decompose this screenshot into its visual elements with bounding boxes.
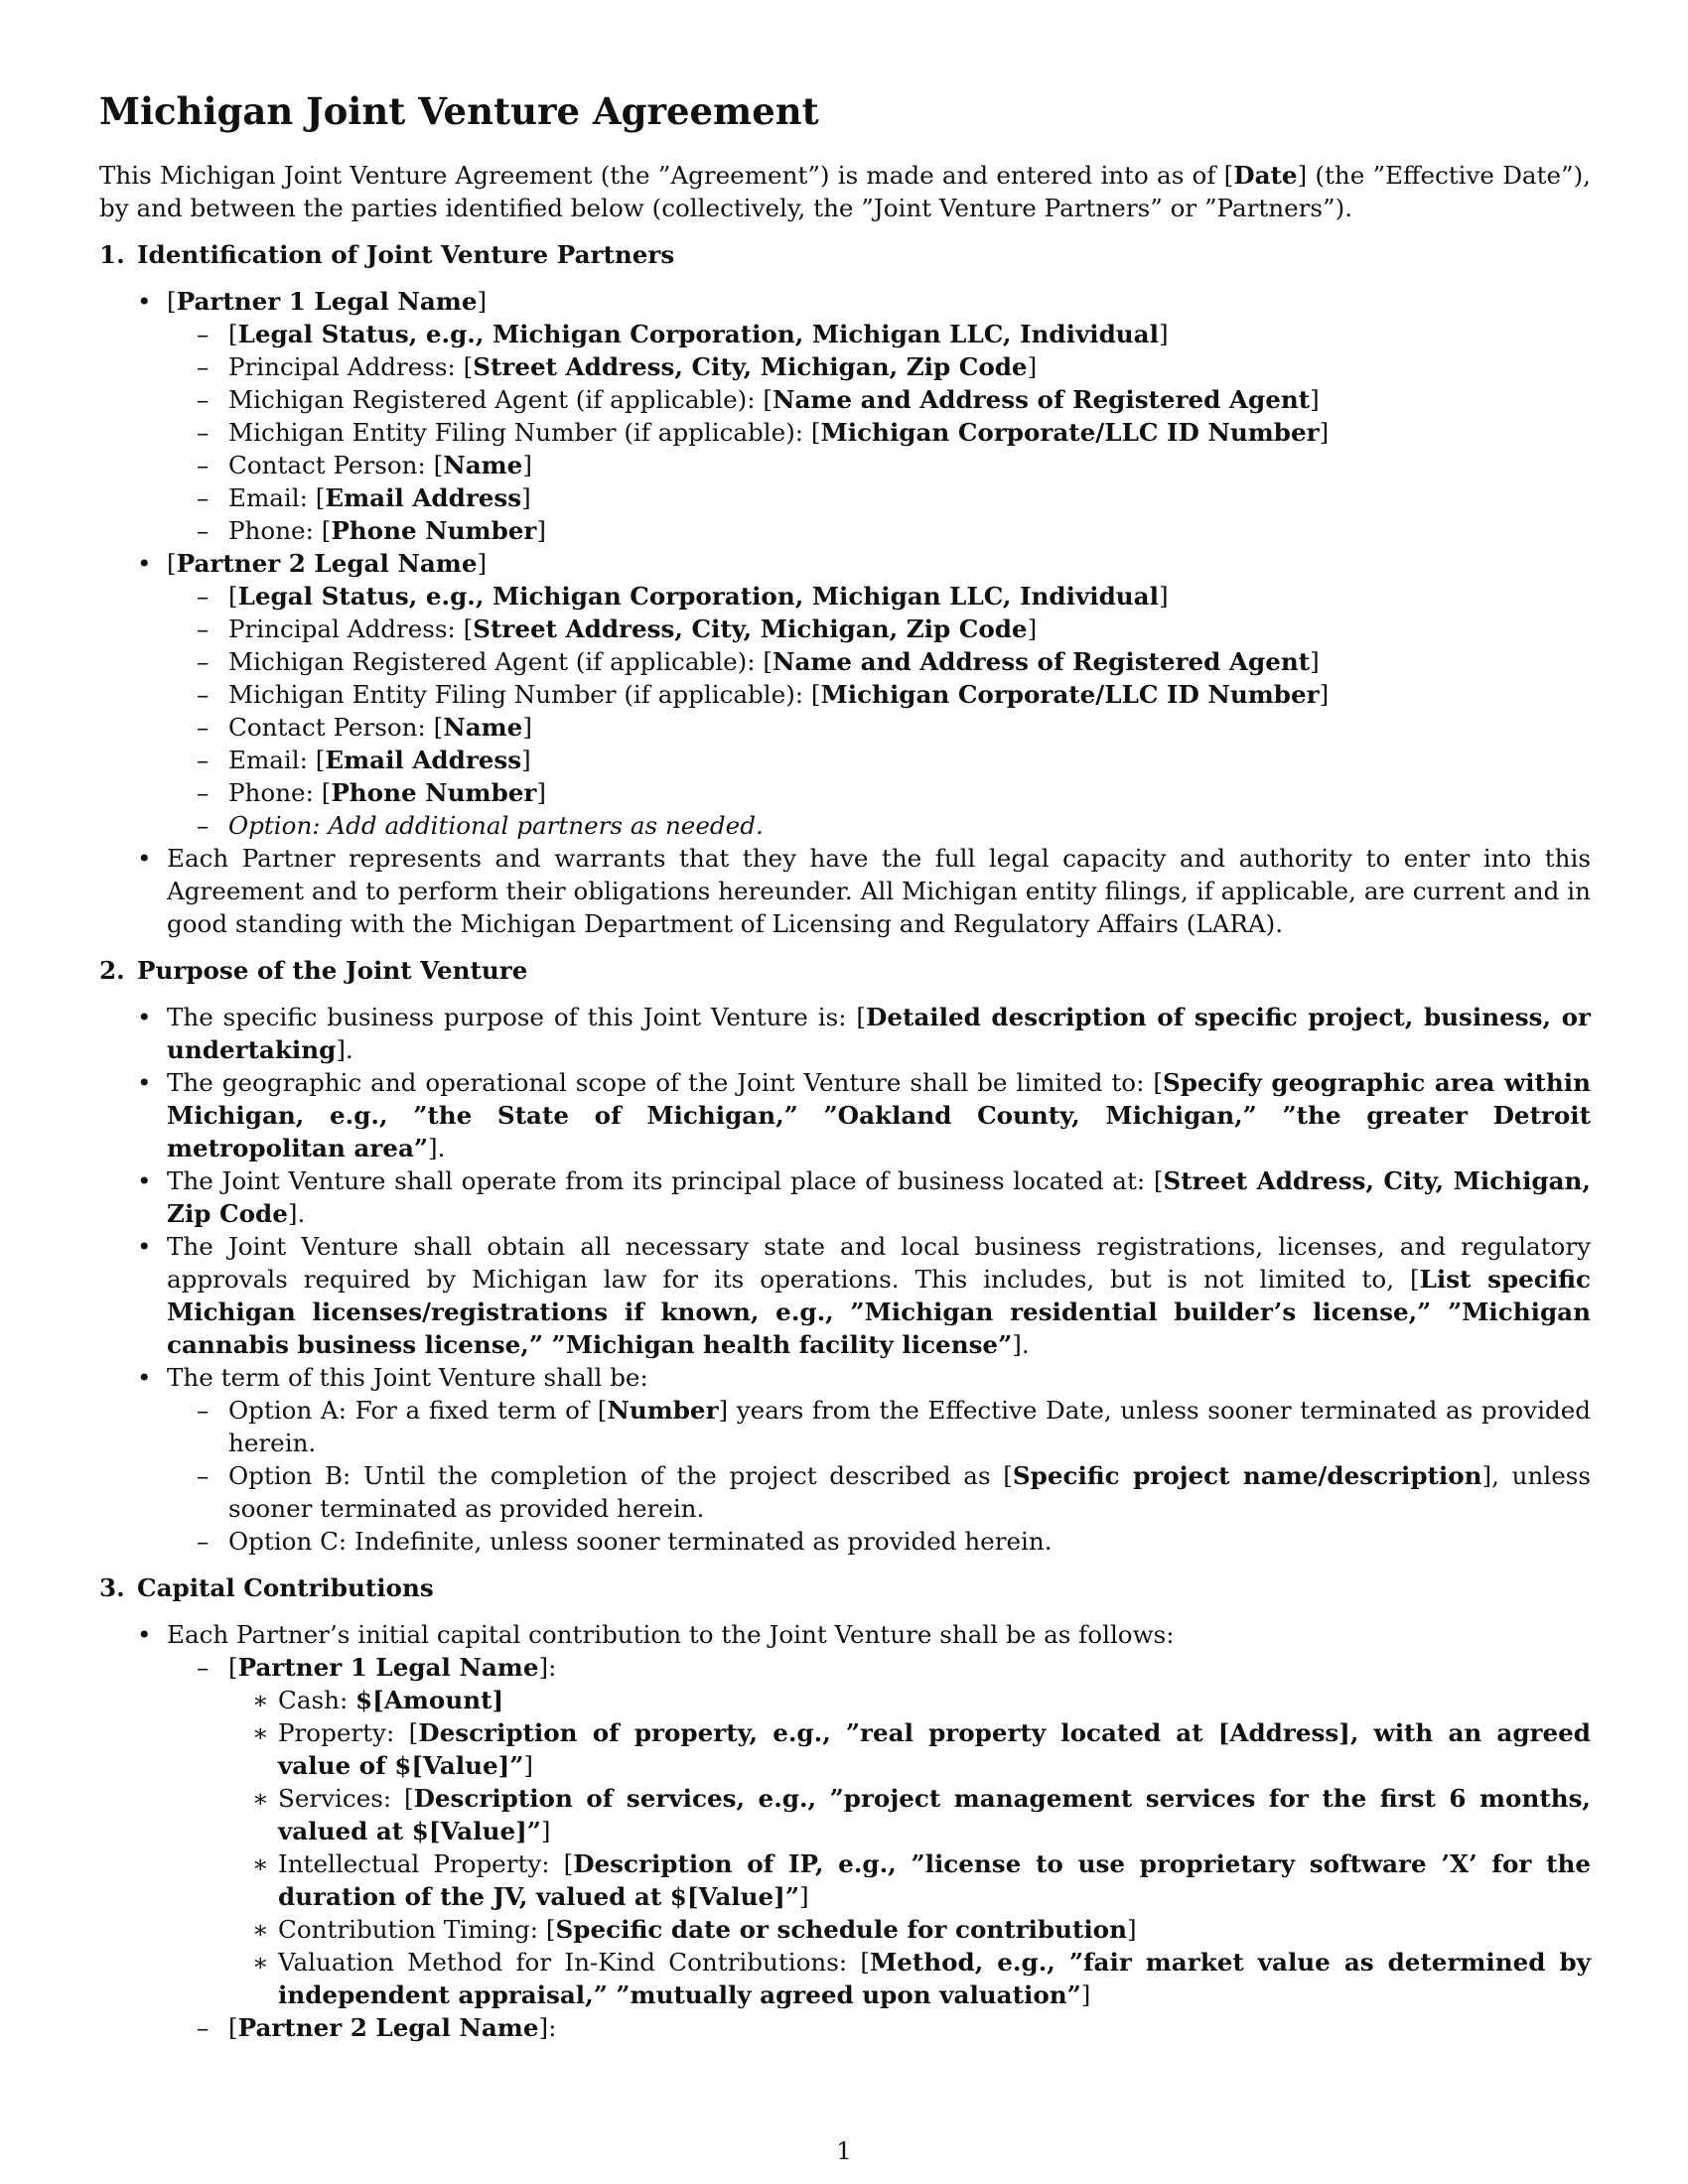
list-item: – Principal Address: [Street Address, City, Michigan, Zip Code] [167, 350, 1591, 383]
partner-1-contribution: – [Partner 1 Legal Name]: ∗ Cash: $[Amount] ∗ Property: [Description of property, e.g., ”real property located at [Address], with an agreed value of $[Value]”] ∗ Services: [Description of services, e.g., ”project management services for the first 6 months, valued at $[Value]”] ∗ Intellectual Property: [Description of IP, e.g., ”license to use proprietary software ’X’ for the duration of the JV, valued at $[Value]”] ∗ Contribution Timing: [Specific date or schedule for contribution] ∗ Valuation Method for In-Kind Contributions: [Method, e.g., ”fair market value as determined by independent appraisal,” ”mutually agreed upon valuation”] [167, 1651, 1591, 2011]
partner-2-item: • [Partner 2 Legal Name] – [Legal Status, e.g., Michigan Corporation, Michigan LLC, Individual] – Principal Address: [Street Address, City, Michigan, Zip Code] – Michigan Registered Agent (if applicable): [Name and Address of Registered Agent] – Michigan Entity Filing Number (if applicable): [Michigan Corporate/LLC ID Number] – Contact Person: [Name] – Email: [Email Address] – Phone: [Phone Number] – Option: Add additional partners as needed. [99, 547, 1591, 842]
list-item: • The specific business purpose of this Joint Venture is: [Detailed description of specific project, business, or undertaking]. [99, 1001, 1591, 1066]
list-item: ∗ Property: [Description of property, e.g., ”real property located at [Address], with an agreed value of $[Value]”] [228, 1716, 1591, 1782]
section-2-heading: 2. Purpose of the Joint Venture [99, 956, 528, 985]
list-item: – Michigan Entity Filing Number (if applicable): [Michigan Corporate/LLC ID Number] [167, 678, 1591, 711]
document-page [99, 89, 1591, 2044]
list-item: • The Joint Venture shall obtain all necessary state and local business registrations, licenses, and regulatory approvals required by Michigan law for its operations. This includes, but is not limited to, [List specific Michigan licenses/registrations if known, e.g., ”Michigan residential builder’s license,” ”Michigan cannabis business license,” ”Michigan health facility license”]. [99, 1230, 1591, 1361]
partner-2-contribution: – [Partner 2 Legal Name]: [167, 2011, 1591, 2044]
list-item: • The term of this Joint Venture shall be: – Option A: For a fixed term of [Number] years from the Effective Date, unless sooner terminated as provided herein. – Option B: Until the completion of the project described as [Specific project name/description], unless sooner terminated as provided herein. – Option C: Indefinite, unless sooner terminated as provided herein. [99, 1361, 1591, 1558]
list-item: – Phone: [Phone Number] [167, 776, 1591, 809]
section-3-heading: 3. Capital Contributions [99, 1573, 434, 1602]
list-item: – Email: [Email Address] [167, 481, 1591, 514]
list-item: – Michigan Registered Agent (if applicable): [Name and Address of Registered Agent] [167, 383, 1591, 416]
list-item: • Each Partner’s initial capital contribution to the Joint Venture shall be as follows: – [Partner 1 Legal Name]: ∗ Cash: $[Amount] ∗ Property: [Description of property, e.g., ”real property located at [Address], with an agreed value of $[Value]”] ∗ Services: [Description of services, e.g., ”project management services for the first 6 months, valued at $[Value]”] ∗ Intellectual Property: [Description of IP, e.g., ”license to use proprietary software ’X’ for the duration of the JV, valued at $[Value]”] ∗ Contribution Timing: [Specific date or schedule for contribution] ∗ Valuation Method for In-Kind Contributions: [Method, e.g., ”fair market value as determined by independent appraisal,” ”mutually agreed upon valuation”] – [Partner 2 Legal Name]: [99, 1618, 1591, 2044]
list-item: ∗ Intellectual Property: [Description of IP, e.g., ”license to use proprietary software ’X’ for the duration of the JV, valued at $[Value]”] [228, 1847, 1591, 1913]
document-title: Michigan Joint Venture Agreement [99, 89, 819, 133]
warranty-item: • Each Partner represents and warrants that they have the full legal capacity and authority to enter into this Agreement and to perform their obligations hereunder. All Michigan entity filings, if applicable, are current and in good standing with the Michigan Department of Licensing and Regulatory Affairs (LARA). [99, 842, 1591, 940]
list-item: – Phone: [Phone Number] [167, 514, 1591, 547]
list-item: ∗ Cash: $[Amount] [228, 1684, 1591, 1716]
list-item: – Principal Address: [Street Address, City, Michigan, Zip Code] [167, 613, 1591, 645]
list-item: ∗ Services: [Description of services, e.g., ”project management services for the first 6 months, valued at $[Value]”] [228, 1782, 1591, 1847]
list-item: – Option: Add additional partners as needed. [167, 809, 1591, 842]
list-item: ∗ Valuation Method for In-Kind Contributions: [Method, e.g., ”fair market value as determined by independent appraisal,” ”mutually agreed upon valuation”] [228, 1946, 1591, 2011]
section-1-heading: 1. Identification of Joint Venture Partners [99, 240, 675, 269]
option-c: – Option C: Indefinite, unless sooner terminated as provided herein. [167, 1525, 1591, 1558]
section-3-list [99, 1618, 1591, 2044]
list-item: – Michigan Entity Filing Number (if applicable): [Michigan Corporate/LLC ID Number] [167, 416, 1591, 449]
section-2-list [99, 1001, 1591, 1558]
list-item: • The geographic and operational scope of the Joint Venture shall be limited to: [Specify geographic area within Michigan, e.g., ”the State of Michigan,” ”Oakland County, Michigan,” ”the greater Detroit metropolitan area”]. [99, 1066, 1591, 1164]
list-item: – Michigan Registered Agent (if applicable): [Name and Address of Registered Agent] [167, 645, 1591, 678]
list-item: – Email: [Email Address] [167, 744, 1591, 776]
list-item: – Contact Person: [Name] [167, 449, 1591, 481]
intro-paragraph: This Michigan Joint Venture Agreement (the ”Agreement”) is made and entered into as of [Date] (the ”Effective Date”), by and between the parties identified below (collectively, the ”Joint Venture Partners” or ”Partners”). [99, 161, 1592, 222]
page-number: 1 [836, 2136, 852, 2165]
list-item: • The Joint Venture shall operate from its principal place of business located at: [Street Address, City, Michigan, Zip Code]. [99, 1164, 1591, 1230]
list-item: – [Legal Status, e.g., Michigan Corporation, Michigan LLC, Individual] [167, 580, 1591, 613]
partner-1-item: • [Partner 1 Legal Name] – [Legal Status, e.g., Michigan Corporation, Michigan LLC, Individual] – Principal Address: [Street Address, City, Michigan, Zip Code] – Michigan Registered Agent (if applicable): [Name and Address of Registered Agent] – Michigan Entity Filing Number (if applicable): [Michigan Corporate/LLC ID Number] – Contact Person: [Name] – Email: [Email Address] – Phone: [Phone Number] [99, 285, 1591, 547]
section-1-list [99, 285, 1591, 940]
option-a: – Option A: For a fixed term of [Number] years from the Effective Date, unless sooner terminated as provided herein. [167, 1394, 1591, 1459]
list-item: – [Legal Status, e.g., Michigan Corporation, Michigan LLC, Individual] [167, 318, 1591, 350]
list-item: ∗ Contribution Timing: [Specific date or schedule for contribution] [228, 1913, 1591, 1946]
option-b: – Option B: Until the completion of the project described as [Specific project name/description], unless sooner terminated as provided herein. [167, 1459, 1591, 1525]
list-item: – Contact Person: [Name] [167, 711, 1591, 744]
